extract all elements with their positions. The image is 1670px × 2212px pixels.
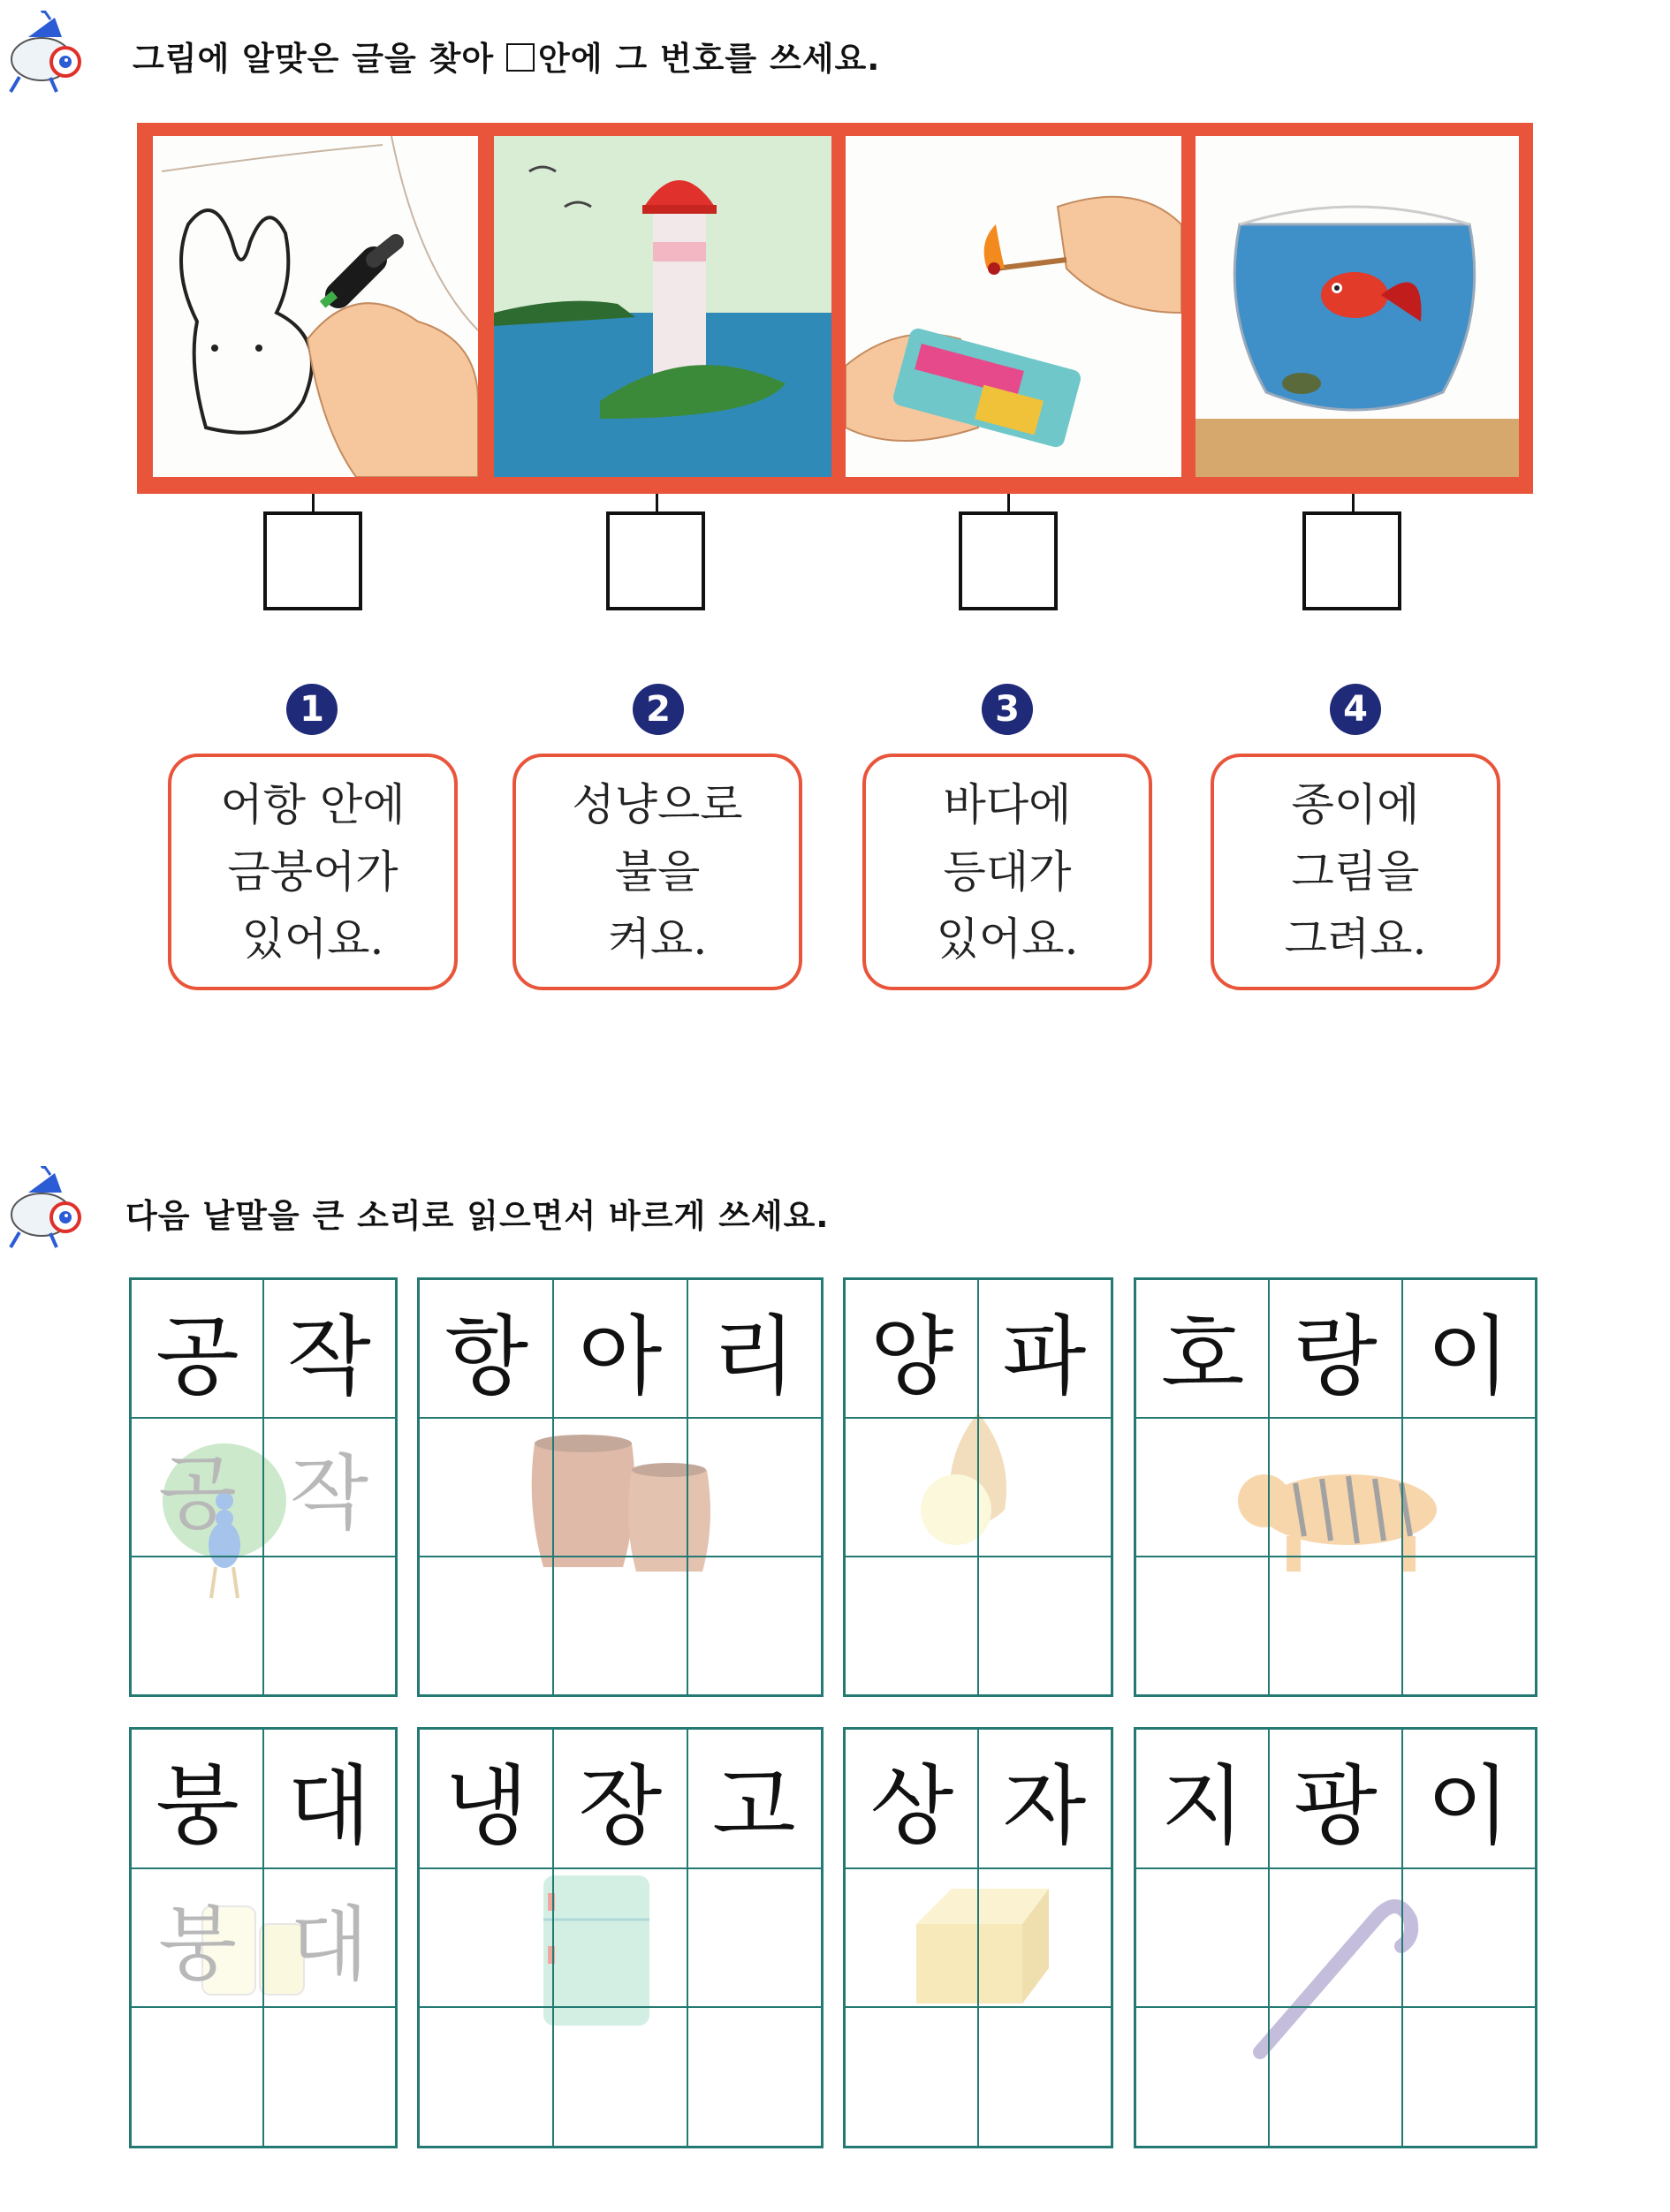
grid-divider [846, 2006, 1111, 2008]
trace-character: 붕 [158, 1897, 237, 1992]
word-character: 리 [711, 1306, 796, 1407]
answer-box-4[interactable] [1302, 511, 1401, 610]
word-character: 장 [578, 1756, 663, 1857]
goldfish-bowl-icon [1196, 136, 1519, 477]
trace-character: 작 [290, 1446, 368, 1542]
word-character: 자 [1002, 1756, 1087, 1857]
answer-box-2[interactable] [606, 511, 705, 610]
mascot-icon-2 [2, 1166, 86, 1250]
word-character: 고 [711, 1756, 796, 1857]
word-character: 지 [1160, 1756, 1245, 1857]
match-lighting-icon [846, 136, 1181, 477]
word-character: 대 [287, 1756, 371, 1857]
grid-divider [420, 2006, 821, 2008]
word-character: 이 [1426, 1306, 1511, 1407]
match-panel [846, 136, 1181, 477]
word-character: 공 [156, 1306, 239, 1407]
picture-strip [137, 123, 1533, 494]
option-text-2: 성냥으로 불을 켜요. [572, 779, 743, 965]
connector-1 [312, 494, 315, 511]
word-character: 파 [1002, 1306, 1087, 1407]
answer-box-1[interactable] [263, 511, 362, 610]
answer-box-3[interactable] [959, 511, 1058, 610]
word-character: 작 [287, 1306, 371, 1407]
instruction-1-text-b: 안에 그 번호를 쓰세요. [537, 40, 881, 78]
option-text-4: 종이에 그림을 그려요. [1284, 779, 1427, 965]
rabbit-drawing-icon [153, 136, 478, 477]
word-character: 이 [1426, 1756, 1511, 1857]
goldfish-panel [1196, 136, 1519, 477]
word-character: 냉 [444, 1756, 528, 1857]
word-character: 양 [869, 1306, 954, 1407]
option-number-1: 1 [286, 684, 338, 735]
practice-grid-4[interactable] [1134, 1277, 1537, 1697]
word-character: 랑 [1294, 1306, 1378, 1407]
mascot-icon [2, 11, 86, 95]
word-character: 아 [578, 1306, 663, 1407]
word-character: 호 [1160, 1306, 1245, 1407]
word-character: 항 [444, 1306, 528, 1407]
lighthouse-panel [494, 136, 831, 477]
instruction-1-text-a: 그림에 알맞은 글을 찾아 [133, 40, 506, 78]
rabbit-drawing-panel [153, 136, 478, 477]
practice-grid-2[interactable] [417, 1277, 824, 1697]
grid-divider [420, 1556, 821, 1557]
option-card-4 [1211, 754, 1500, 990]
instruction-1 [133, 32, 880, 80]
practice-grid-3[interactable] [843, 1277, 1113, 1697]
refrigerator-icon [535, 1867, 667, 2038]
option-number-4: 4 [1330, 684, 1381, 735]
grid-divider [846, 1556, 1111, 1557]
option-number-3: 3 [982, 684, 1033, 735]
practice-grid-7[interactable] [843, 1727, 1113, 2148]
option-card-3 [862, 754, 1152, 990]
connector-3 [1007, 494, 1010, 511]
option-text-1: 어항 안에 금붕어가 있어요. [220, 779, 406, 965]
grid-divider [1136, 2006, 1535, 2008]
square-glyph-icon [506, 43, 535, 72]
practice-grid-1[interactable] [129, 1277, 398, 1697]
word-character: 붕 [156, 1756, 239, 1857]
practice-grid-8[interactable] [1134, 1727, 1537, 2148]
trace-character: 대 [290, 1897, 368, 1992]
connector-4 [1352, 494, 1355, 511]
practice-grid-6[interactable] [417, 1727, 824, 2148]
tiger-icon [1225, 1448, 1454, 1584]
option-number-2: 2 [633, 684, 684, 735]
grid-divider [1136, 1556, 1535, 1557]
option-card-1 [168, 754, 458, 990]
option-text-3: 바다에 등대가 있어요. [936, 779, 1079, 965]
word-character: 팡 [1294, 1756, 1378, 1857]
lighthouse-icon [494, 136, 831, 477]
practice-grid-5[interactable] [129, 1727, 398, 2148]
trace-character: 공 [158, 1446, 237, 1542]
connector-2 [656, 494, 658, 511]
word-character: 상 [869, 1756, 954, 1857]
option-card-2 [512, 754, 802, 990]
instruction-2: 다음 낱말을 큰 소리로 읽으면서 바르게 쓰세요. [125, 1197, 830, 1235]
